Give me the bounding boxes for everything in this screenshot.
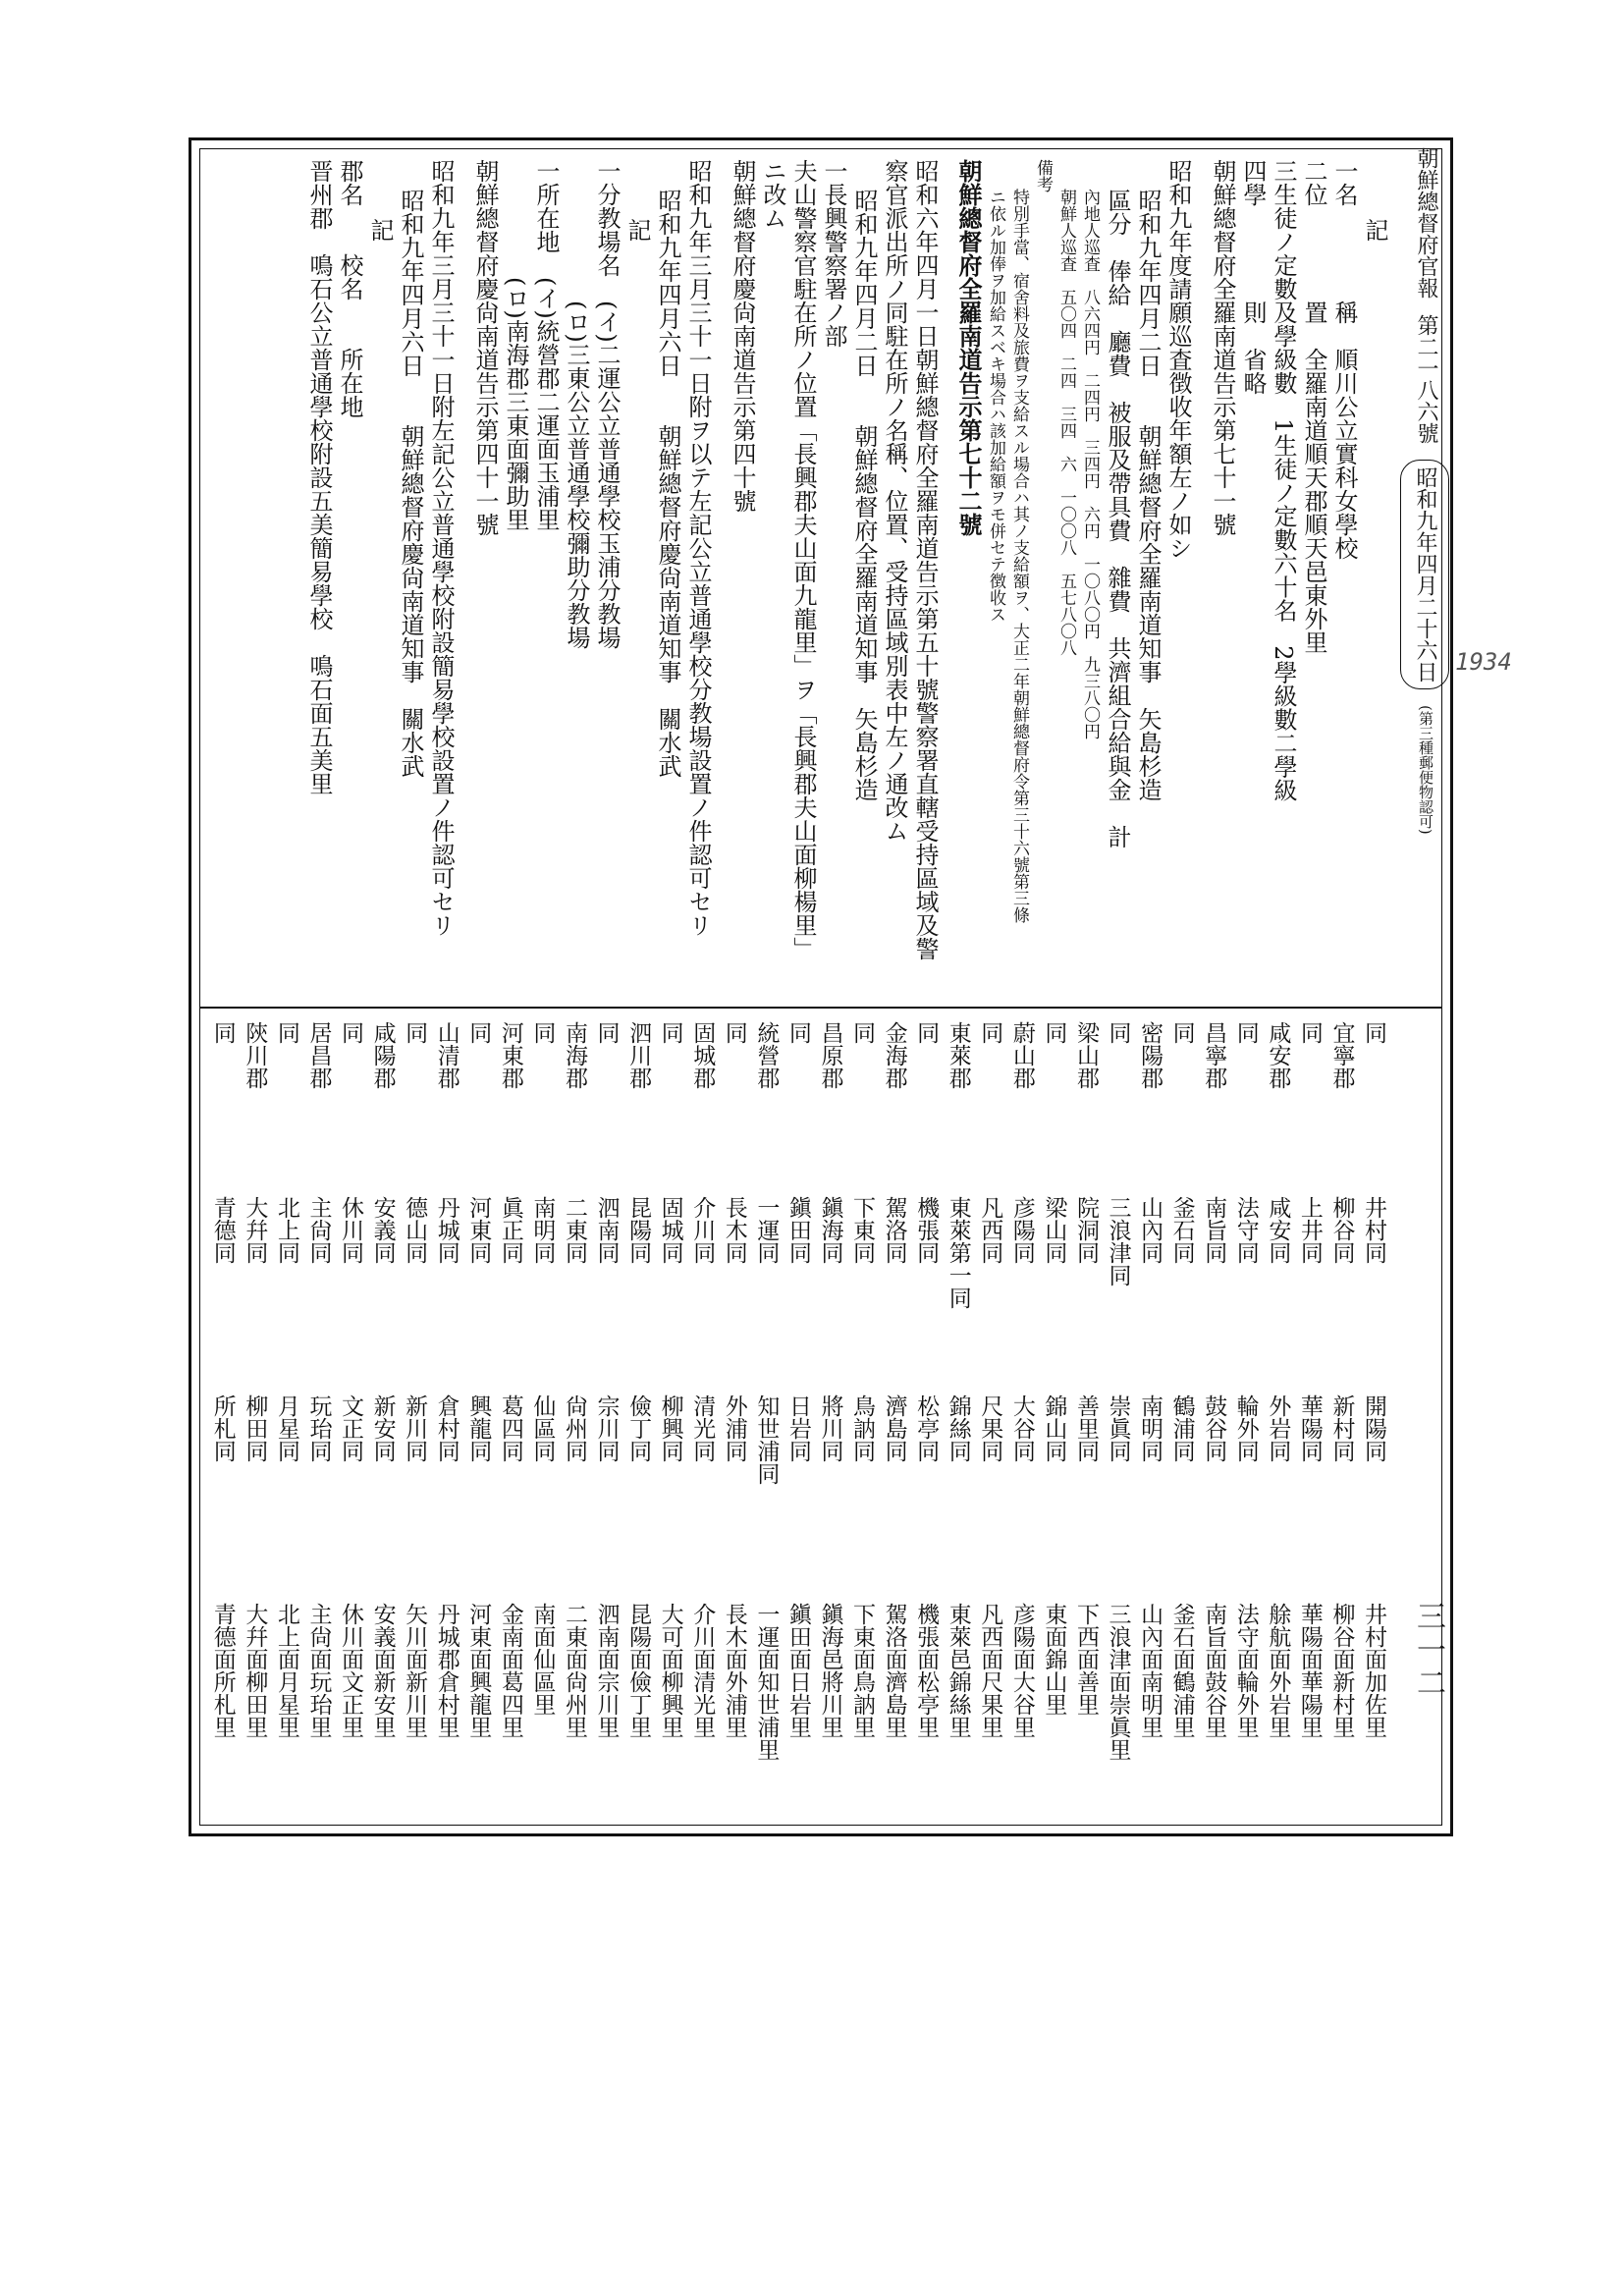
table-cell-c2: 咸安同 [1265,1196,1291,1264]
table-row [1327,1021,1357,1807]
table-row [1072,1021,1102,1807]
notice-column: 記 [1361,218,1388,242]
table-row [464,1021,494,1807]
table-cell-c4: 柳谷面新村里 [1328,1603,1355,1738]
table-cell-c2: 機張同 [913,1196,940,1264]
table-cell-c4: 凡西面尺果里 [977,1603,1003,1738]
table-cell-c1: 咸安郡 [1265,1021,1291,1089]
table-cell-c2: 井村同 [1361,1196,1386,1264]
table-cell-c2: 下東同 [849,1196,875,1264]
table-cell-c3: 南明同 [1137,1394,1163,1462]
notice-column: 昭和六年四月一日朝鮮總督府全羅南道告示第五十號警察署直轄受持區域及警 [911,159,939,960]
table-cell-c3: 仙區同 [529,1394,556,1462]
table-cell-c1: 統營郡 [753,1021,780,1089]
table-cell-c3: 新川同 [402,1394,428,1462]
table-cell-c4: 二東面尙州里 [561,1603,587,1738]
table-cell-c4: 井村面加佐里 [1361,1603,1386,1738]
notice-column: 記 [623,218,651,242]
table-cell-c3: 尙州同 [561,1394,587,1462]
table-cell-c3: 日岩同 [784,1394,811,1462]
table-cell-c4: 法守面輪外里 [1232,1603,1259,1738]
table-row [337,1021,366,1807]
notice-column: 夫山警察官駐在所ノ位置「長興郡夫山面九龍里」ヲ「長興郡夫山面柳楊里」 [789,159,817,960]
table-cell-c4: 東面錦山里 [1041,1603,1067,1716]
table-row [497,1021,526,1807]
table-row [1360,1021,1389,1807]
table-cell-c3: 鼓谷同 [1201,1394,1227,1462]
table-cell-c3: 興龍同 [465,1394,492,1462]
table-cell-c3: 錦山同 [1041,1394,1067,1462]
table-cell-c4: 艅航面外岩里 [1265,1603,1291,1738]
notice-column: 昭和九年三月三十一日附左記公立普通學校附設簡易學校設置ノ件認可セリ [427,159,455,937]
table-row [1296,1021,1325,1807]
table-cell-c4: 青德面所札里 [209,1603,236,1738]
table-cell-c2: 彦陽同 [1008,1196,1035,1264]
table-cell-c3: 所札同 [209,1394,236,1462]
notice-column: 一長興警察署ノ部 [820,159,847,348]
table-cell-c1: 同 [593,1021,620,1044]
table-cell-c3: 華陽同 [1296,1394,1323,1462]
table-cell-c4: 大幷面柳田里 [242,1603,268,1738]
notice-column: 三生徒ノ定數及學級數 1生徒ノ定數六十名 2學級數二學級 [1270,159,1297,802]
notice-column: (ロ)南海郡三東面彌助里 [502,159,529,531]
notice-column: 特別手當、宿舍料及旅費ヲ支給スル場合ハ其ノ支給額ヲ、大正二年朝鮮總督府令第三十六號第三條 [1009,189,1029,923]
table-cell-c4: 休川面文正里 [338,1603,363,1738]
table-cell-c2: 北上同 [273,1196,299,1264]
table-cell-c2: 鎭海同 [817,1196,843,1264]
table-cell-c4: 下西面善里 [1072,1603,1099,1716]
table-cell-c2: 固城同 [657,1196,683,1264]
notice-column: 朝鮮人巡査 五〇四 二四 三四 六 一〇〇八 五七八〇八 [1056,189,1076,656]
table-cell-c3: 開陽同 [1361,1394,1386,1462]
table-cell-c1: 咸陽郡 [369,1021,396,1089]
table-cell-c2: 山內同 [1137,1196,1163,1264]
table-cell-c3: 尺果同 [977,1394,1003,1462]
table-cell-c4: 釜石面鶴浦里 [1168,1603,1195,1738]
table-cell-c2: 一運同 [753,1196,780,1264]
table-cell-c2: 院洞同 [1072,1196,1099,1264]
table-cell-c1: 居昌郡 [305,1021,332,1089]
table-cell-c4: 駕洛面濟島里 [881,1603,907,1738]
table-cell-c1: 同 [338,1021,363,1044]
notice-column: 四學 則 省略 [1239,159,1267,395]
table-cell-c1: 南海郡 [561,1021,587,1089]
notice-column: 一所在地 (イ)統營郡二運面玉浦里 [532,159,560,531]
notice-column: 二位 置 全羅南道順天郡順天邑東外里 [1300,159,1327,654]
table-cell-c2: 釜石同 [1168,1196,1195,1264]
table-cell-c2: 柳谷同 [1328,1196,1355,1264]
table-row [784,1021,814,1807]
issue-date: 昭和九年四月二十六日 [1400,460,1449,689]
table-cell-c1: 蔚山郡 [1008,1021,1035,1089]
table-cell-c1: 同 [209,1021,236,1044]
table-row [273,1021,302,1807]
notice-column: 朝鮮總督府慶尙南道告示第四十號 [729,159,756,513]
table-cell-c1: 同 [784,1021,811,1044]
table-cell-c1: 東萊郡 [945,1021,971,1089]
table-row [1136,1021,1165,1807]
table-cell-c1: 河東郡 [497,1021,523,1089]
table-cell-c4: 一運面知世浦里 [753,1603,780,1761]
table-cell-c4: 主尙面玩珆里 [305,1603,332,1738]
table-cell-c4: 南旨面鼓谷里 [1201,1603,1227,1738]
table-cell-c4: 矢川面新川里 [402,1603,428,1738]
table-cell-c4: 金南面葛四里 [497,1603,523,1738]
table-cell-c1: 同 [1232,1021,1259,1044]
table-cell-c2: 主尙同 [305,1196,332,1264]
table-row [721,1021,750,1807]
notice-column: (ロ)三東公立普通學校彌助分教場 [563,159,590,649]
notice-column: 昭和九年四月二日 朝鮮總督府全羅南道知事 矢島杉造 [1134,189,1162,801]
table-row [433,1021,462,1807]
table-row [752,1021,782,1807]
notice-column: ニ依ル加俸ヲ加給スベキ場合ハ該加給額ヲモ併セテ徴收ス [986,189,1005,623]
table-cell-c1: 同 [465,1021,492,1044]
table-cell-c3: 儉丁同 [625,1394,652,1462]
table-cell-c1: 同 [657,1021,683,1044]
notice-column: 朝鮮總督府全羅南道告示第七十二號 [954,159,983,536]
table-cell-c2: 丹城同 [433,1196,460,1264]
table-cell-c4: 丹城郡倉村里 [433,1603,460,1738]
table-cell-c3: 新安同 [369,1394,396,1462]
table-cell-c3: 柳興同 [657,1394,683,1462]
table-row [624,1021,654,1807]
table-row [912,1021,942,1807]
notice-column: 昭和九年三月三十一日附ヲ以テ左記公立普通學校分教場設置ノ件認可セリ [684,159,712,937]
table-cell-c4: 泗南面宗川里 [593,1603,620,1738]
table-row [528,1021,558,1807]
table-cell-c3: 倉村同 [433,1394,460,1462]
table-cell-c3: 善里同 [1072,1394,1099,1462]
table-cell-c4: 長木面外浦里 [721,1603,747,1738]
table-cell-c4: 南面仙區里 [529,1603,556,1716]
notice-column: 昭和九年四月六日 朝鮮總督府慶尙南道知事 關水武 [654,189,681,778]
table-cell-c1: 固城郡 [689,1021,716,1089]
table-row [1105,1021,1134,1807]
table-cell-c2: 南明同 [529,1196,556,1264]
notice-column: 昭和九年四月六日 朝鮮總督府慶尙南道知事 關水武 [397,189,424,778]
table-cell-c3: 宗川同 [593,1394,620,1462]
table-cell-c3: 清光同 [689,1394,716,1462]
table-cell-c2: 德山同 [402,1196,428,1264]
table-cell-c2: 凡西同 [977,1196,1003,1264]
table-cell-c3: 松亭同 [913,1394,940,1462]
publication-title: 朝鮮總督府官報 [1414,147,1438,299]
table-cell-c3: 文正同 [338,1394,363,1462]
table-cell-c2: 東萊第一同 [945,1196,971,1309]
table-row [1008,1021,1038,1807]
notice-column: 內地人巡査 八六四円 二四円 三四円 六円 一〇八〇円 九三八〇円 [1080,189,1100,739]
notice-column: 一分教場名 (イ)二運公立普通學校玉浦分教場 [593,159,621,649]
table-cell-c2: 鎭田同 [784,1196,811,1264]
table-cell-c3: 大谷同 [1008,1394,1035,1462]
table-cell-c4: 東萊邑錦絲里 [945,1603,971,1738]
page-number: 三一二 [1411,1601,1445,1701]
table-cell-c4: 山內面南明里 [1137,1603,1163,1738]
table-cell-c1: 金海郡 [881,1021,907,1089]
table-cell-c4: 安義面新安里 [369,1603,396,1738]
table-cell-c4: 三浪津面崇眞里 [1105,1603,1131,1761]
table-cell-c4: 北上面月星里 [273,1603,299,1738]
table-cell-c4: 大可面柳興里 [657,1603,683,1738]
table-row [1168,1021,1198,1807]
table-cell-c2: 上井同 [1296,1196,1323,1264]
table-row [1040,1021,1069,1807]
table-cell-c1: 同 [273,1021,299,1044]
issue-number: 第二一八六號 [1414,314,1438,444]
notice-column: 備考 [1033,159,1053,192]
table-cell-c2: 二東同 [561,1196,587,1264]
section-divider [199,1007,1442,1009]
notice-column: 郡名 校名 所在地 [336,159,363,418]
notice-column: 一名 稱 順川公立實科女學校 [1330,159,1358,560]
table-cell-c1: 同 [1041,1021,1067,1044]
table-cell-c1: 同 [529,1021,556,1044]
table-cell-c1: 密陽郡 [1137,1021,1163,1089]
table-cell-c4: 機張面松亭里 [913,1603,940,1738]
table-cell-c1: 宜寧郡 [1328,1021,1355,1089]
table-row [1232,1021,1262,1807]
table-cell-c1: 同 [1168,1021,1195,1044]
lower-table [206,1021,1389,1807]
table-cell-c1: 同 [977,1021,1003,1044]
table-cell-c2: 河東同 [465,1196,492,1264]
table-row [304,1021,334,1807]
table-cell-c3: 濟島同 [881,1394,907,1462]
table-row [561,1021,590,1807]
table-cell-c3: 崇眞同 [1105,1394,1131,1462]
table-row [688,1021,718,1807]
table-row [816,1021,845,1807]
notice-column: 察官派出所ノ同駐在所ノ名稱、位置、受持區域別表中左ノ通改ム [881,159,908,843]
table-cell-c1: 昌原郡 [817,1021,843,1089]
table-cell-c1: 陝川郡 [242,1021,268,1089]
table-cell-c1: 同 [1361,1021,1386,1044]
table-cell-c2: 青德同 [209,1196,236,1264]
table-cell-c4: 華陽面華陽里 [1296,1603,1323,1738]
table-row [369,1021,399,1807]
table-cell-c1: 同 [1105,1021,1131,1044]
table-cell-c1: 同 [402,1021,428,1044]
table-cell-c3: 月星同 [273,1394,299,1462]
notice-column: 記 [366,218,394,242]
table-cell-c2: 昆陽同 [625,1196,652,1264]
table-cell-c2: 大幷同 [242,1196,268,1264]
table-row [1264,1021,1293,1807]
notice-column: 昭和九年四月二日 朝鮮總督府全羅南道知事 矢島杉造 [850,189,878,801]
table-cell-c3: 鳥訥同 [849,1394,875,1462]
table-cell-c3: 將川同 [817,1394,843,1462]
table-cell-c3: 新村同 [1328,1394,1355,1462]
table-cell-c3: 外岩同 [1265,1394,1291,1462]
postal-note: (第三種郵便物認可) [1417,705,1434,835]
table-cell-c1: 同 [721,1021,747,1044]
notice-column: 昭和九年度請願巡査徴收年額左ノ如シ [1164,159,1192,560]
table-row [241,1021,270,1807]
upper-notices [206,159,1389,994]
table-cell-c3: 外浦同 [721,1394,747,1462]
table-row [593,1021,622,1807]
table-cell-c2: 南旨同 [1201,1196,1227,1264]
table-cell-c4: 下東面鳥訥里 [849,1603,875,1738]
table-cell-c4: 鎭海邑將川里 [817,1603,843,1738]
notice-column: 晋州郡 鳴石公立普通學校附設五美簡易學校 鳴石面五美里 [305,159,333,795]
table-cell-c1: 同 [1296,1021,1323,1044]
table-cell-c2: 法守同 [1232,1196,1259,1264]
table-cell-c3: 柳田同 [242,1394,268,1462]
table-cell-c4: 昆陽面儉丁里 [625,1603,652,1738]
notice-column: 區分 俸給 廳費 被服及帶具費 雜費 共濟組合給與金 計 [1104,189,1131,848]
table-cell-c2: 三浪津同 [1105,1196,1131,1286]
table-cell-c3: 葛四同 [497,1394,523,1462]
table-cell-c2: 眞正同 [497,1196,523,1264]
table-cell-c1: 同 [849,1021,875,1044]
table-row [848,1021,878,1807]
table-cell-c3: 知世浦同 [753,1394,780,1485]
table-row [945,1021,974,1807]
table-cell-c4: 河東面興龍里 [465,1603,492,1738]
table-cell-c2: 駕洛同 [881,1196,907,1264]
table-cell-c3: 輪外同 [1232,1394,1259,1462]
table-row [401,1021,430,1807]
table-row [976,1021,1005,1807]
table-row [1200,1021,1229,1807]
table-cell-c1: 泗川郡 [625,1021,652,1089]
table-cell-c1: 梁山郡 [1072,1021,1099,1089]
table-cell-c2: 安義同 [369,1196,396,1264]
table-cell-c2: 長木同 [721,1196,747,1264]
table-cell-c3: 鶴浦同 [1168,1394,1195,1462]
table-row [209,1021,239,1807]
table-cell-c3: 錦絲同 [945,1394,971,1462]
table-cell-c4: 彦陽面大谷里 [1008,1603,1035,1738]
handwritten-year-note: 1934 [1455,648,1512,676]
notice-column: 朝鮮總督府全羅南道告示第七十一號 [1209,159,1236,536]
table-cell-c1: 山清郡 [433,1021,460,1089]
table-cell-c1: 昌寧郡 [1201,1021,1227,1089]
table-cell-c2: 介川同 [689,1196,716,1264]
gazette-header [1402,147,1449,992]
table-cell-c3: 玩珆同 [305,1394,332,1462]
table-cell-c2: 休川同 [338,1196,363,1264]
table-row [881,1021,910,1807]
table-row [657,1021,686,1807]
table-cell-c4: 鎭田面日岩里 [784,1603,811,1738]
table-cell-c2: 梁山同 [1041,1196,1067,1264]
notice-column: ニ改ム [759,159,786,230]
table-cell-c4: 介川面清光里 [689,1603,716,1738]
table-cell-c2: 泗南同 [593,1196,620,1264]
table-cell-c1: 同 [913,1021,940,1044]
notice-column: 朝鮮總督府慶尙南道告示第四十一號 [471,159,499,536]
